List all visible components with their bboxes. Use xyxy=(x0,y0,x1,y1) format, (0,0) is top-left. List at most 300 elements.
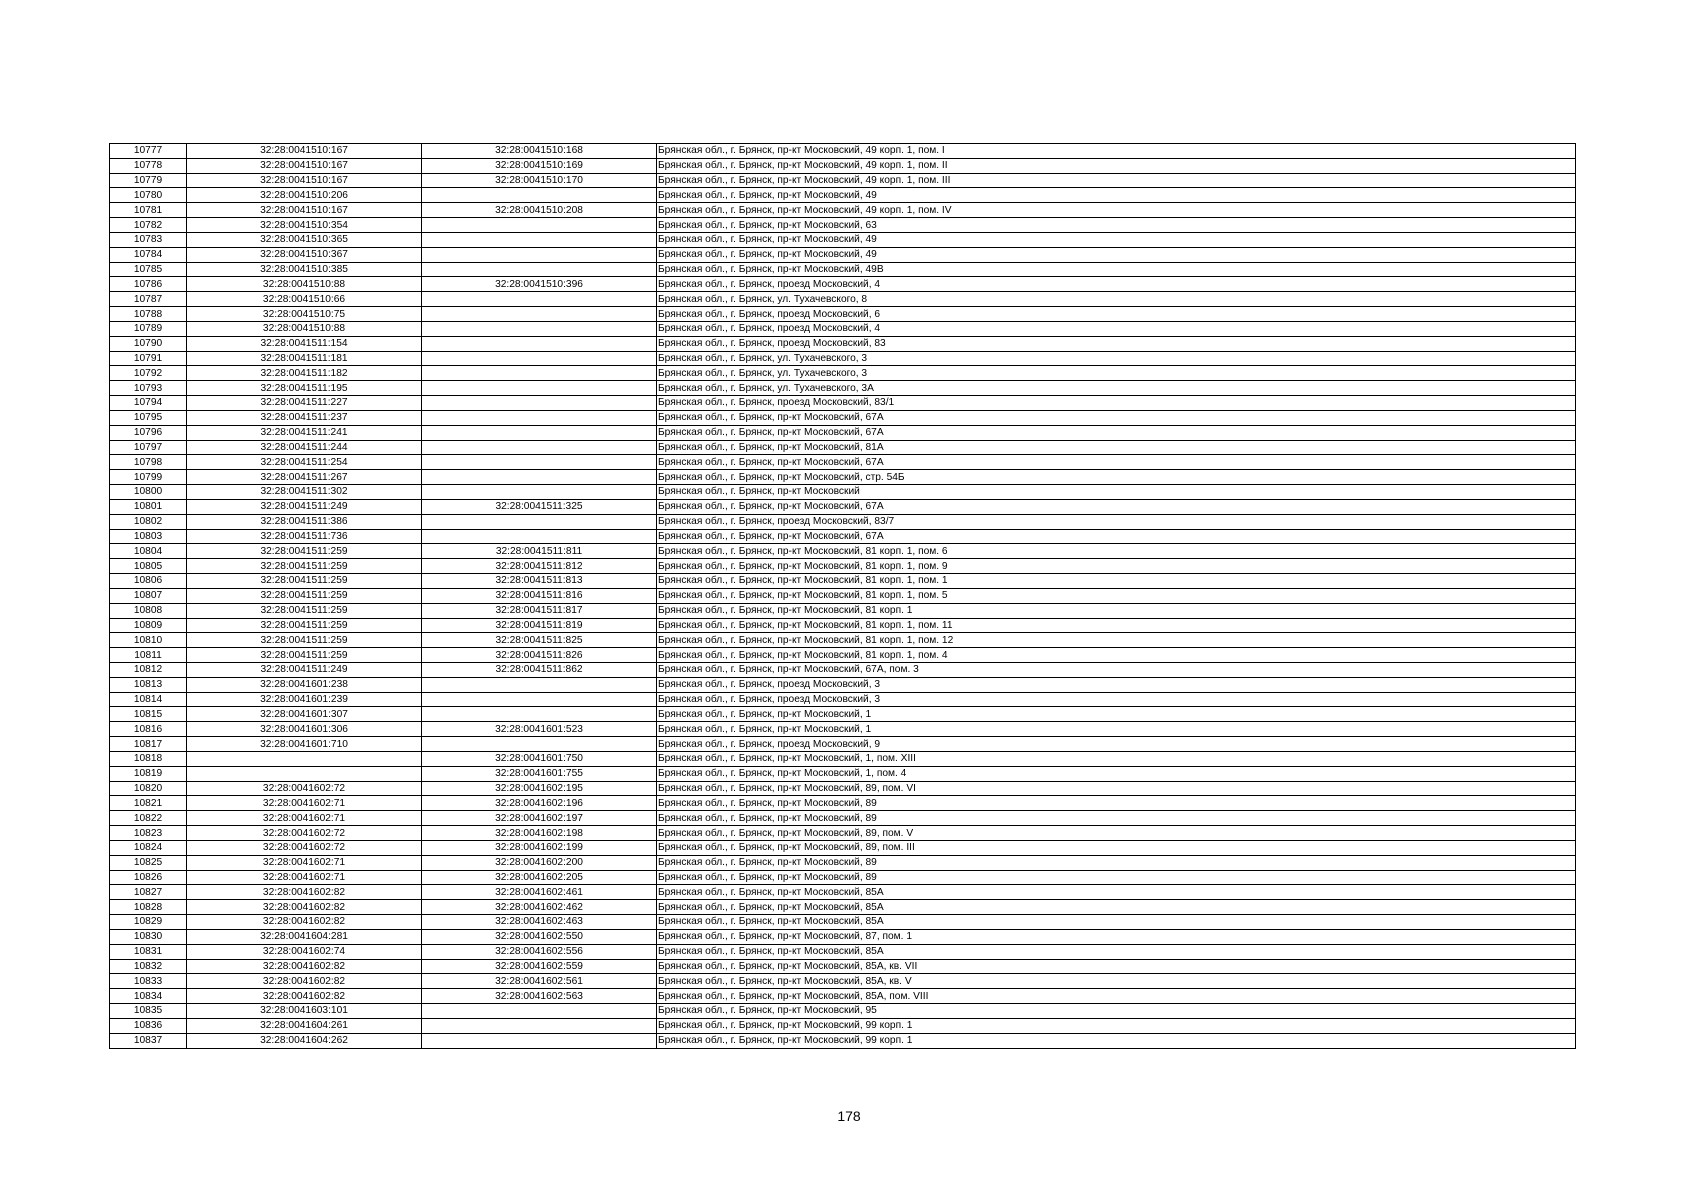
cell-address: Брянская обл., г. Брянск, пр-кт Московский, 81 корп. 1, пом. 1 xyxy=(657,574,1576,589)
cell-parcel-cadastral-number: 32:28:0041601:710 xyxy=(187,737,422,752)
cell-parcel-cadastral-number: 32:28:0041602:71 xyxy=(187,855,422,870)
table-row xyxy=(110,826,1576,841)
cell-object-cadastral-number xyxy=(422,470,657,485)
cell-parcel-cadastral-number: 32:28:0041602:82 xyxy=(187,900,422,915)
cell-parcel-cadastral-number: 32:28:0041510:75 xyxy=(187,307,422,322)
cell-object-cadastral-number xyxy=(422,455,657,470)
cell-object-cadastral-number xyxy=(422,707,657,722)
table-row xyxy=(110,588,1576,603)
table-row xyxy=(110,870,1576,885)
cell-parcel-cadastral-number: 32:28:0041511:237 xyxy=(187,410,422,425)
cell-object-cadastral-number: 32:28:0041601:523 xyxy=(422,722,657,737)
cell-address: Брянская обл., г. Брянск, пр-кт Московский, 1, пом. 4 xyxy=(657,766,1576,781)
cell-parcel-cadastral-number: 32:28:0041602:71 xyxy=(187,870,422,885)
cell-address: Брянская обл., г. Брянск, пр-кт Московский, 95 xyxy=(657,1004,1576,1019)
cell-row-number: 10791 xyxy=(110,351,187,366)
cell-parcel-cadastral-number: 32:28:0041511:249 xyxy=(187,499,422,514)
cell-address: Брянская обл., г. Брянск, пр-кт Московский, 85А xyxy=(657,944,1576,959)
cell-parcel-cadastral-number: 32:28:0041511:259 xyxy=(187,588,422,603)
cell-row-number: 10795 xyxy=(110,410,187,425)
cell-row-number: 10814 xyxy=(110,692,187,707)
cell-object-cadastral-number: 32:28:0041602:463 xyxy=(422,915,657,930)
cell-row-number: 10809 xyxy=(110,618,187,633)
table-row xyxy=(110,396,1576,411)
table-row xyxy=(110,811,1576,826)
cell-row-number: 10804 xyxy=(110,544,187,559)
cell-object-cadastral-number: 32:28:0041511:325 xyxy=(422,499,657,514)
cell-address: Брянская обл., г. Брянск, пр-кт Московский, 49 корп. 1, пом. III xyxy=(657,173,1576,188)
cell-row-number: 10785 xyxy=(110,262,187,277)
cell-address: Брянская обл., г. Брянск, пр-кт Московский, 1, пом. XIII xyxy=(657,751,1576,766)
cell-object-cadastral-number: 32:28:0041511:811 xyxy=(422,544,657,559)
cell-object-cadastral-number: 32:28:0041602:563 xyxy=(422,989,657,1004)
cell-object-cadastral-number xyxy=(422,1004,657,1019)
cell-row-number: 10799 xyxy=(110,470,187,485)
table-row xyxy=(110,336,1576,351)
table-row xyxy=(110,751,1576,766)
cell-address: Брянская обл., г. Брянск, пр-кт Московский, стр. 54Б xyxy=(657,470,1576,485)
cell-address: Брянская обл., г. Брянск, пр-кт Московский, 99 корп. 1 xyxy=(657,1018,1576,1033)
table-row xyxy=(110,648,1576,663)
cell-row-number: 10817 xyxy=(110,737,187,752)
table-row xyxy=(110,203,1576,218)
cell-row-number: 10796 xyxy=(110,425,187,440)
table-row xyxy=(110,440,1576,455)
cell-object-cadastral-number xyxy=(422,336,657,351)
cell-address: Брянская обл., г. Брянск, пр-кт Московский, 89 xyxy=(657,855,1576,870)
table-row xyxy=(110,410,1576,425)
cell-object-cadastral-number: 32:28:0041602:200 xyxy=(422,855,657,870)
cell-parcel-cadastral-number: 32:28:0041511:259 xyxy=(187,633,422,648)
cell-object-cadastral-number: 32:28:0041511:862 xyxy=(422,662,657,677)
cell-row-number: 10784 xyxy=(110,247,187,262)
cell-parcel-cadastral-number: 32:28:0041511:249 xyxy=(187,662,422,677)
cell-object-cadastral-number xyxy=(422,307,657,322)
cell-parcel-cadastral-number: 32:28:0041602:82 xyxy=(187,915,422,930)
cell-row-number: 10837 xyxy=(110,1033,187,1048)
table-row xyxy=(110,944,1576,959)
cell-parcel-cadastral-number: 32:28:0041601:238 xyxy=(187,677,422,692)
cell-address: Брянская обл., г. Брянск, проезд Московский, 6 xyxy=(657,307,1576,322)
cell-row-number: 10790 xyxy=(110,336,187,351)
cell-parcel-cadastral-number: 32:28:0041601:307 xyxy=(187,707,422,722)
table-row xyxy=(110,722,1576,737)
cell-row-number: 10832 xyxy=(110,959,187,974)
cell-object-cadastral-number xyxy=(422,440,657,455)
cell-object-cadastral-number xyxy=(422,218,657,233)
cell-address: Брянская обл., г. Брянск, пр-кт Московский, 81 корп. 1, пом. 9 xyxy=(657,559,1576,574)
table-row xyxy=(110,855,1576,870)
table-row xyxy=(110,915,1576,930)
cell-row-number: 10802 xyxy=(110,514,187,529)
cell-object-cadastral-number: 32:28:0041510:208 xyxy=(422,203,657,218)
table-row xyxy=(110,974,1576,989)
table-row xyxy=(110,1018,1576,1033)
cell-object-cadastral-number: 32:28:0041602:461 xyxy=(422,885,657,900)
cell-address: Брянская обл., г. Брянск, пр-кт Московский, 67А xyxy=(657,499,1576,514)
table-row xyxy=(110,959,1576,974)
cell-parcel-cadastral-number: 32:28:0041510:385 xyxy=(187,262,422,277)
table-row xyxy=(110,677,1576,692)
table-row xyxy=(110,692,1576,707)
cell-address: Брянская обл., г. Брянск, ул. Тухачевского, 8 xyxy=(657,292,1576,307)
cell-address: Брянская обл., г. Брянск, проезд Московский, 9 xyxy=(657,737,1576,752)
cell-object-cadastral-number: 32:28:0041511:825 xyxy=(422,633,657,648)
cell-row-number: 10806 xyxy=(110,574,187,589)
cell-object-cadastral-number xyxy=(422,737,657,752)
cell-parcel-cadastral-number: 32:28:0041511:241 xyxy=(187,425,422,440)
cell-object-cadastral-number xyxy=(422,351,657,366)
cell-parcel-cadastral-number: 32:28:0041602:82 xyxy=(187,959,422,974)
cell-object-cadastral-number xyxy=(422,247,657,262)
table-row xyxy=(110,366,1576,381)
cell-parcel-cadastral-number: 32:28:0041511:181 xyxy=(187,351,422,366)
cell-row-number: 10794 xyxy=(110,396,187,411)
cell-object-cadastral-number xyxy=(422,410,657,425)
cell-address: Брянская обл., г. Брянск, пр-кт Московский, 89 xyxy=(657,796,1576,811)
cell-address: Брянская обл., г. Брянск, пр-кт Московский, 81 корп. 1, пом. 5 xyxy=(657,588,1576,603)
cell-parcel-cadastral-number: 32:28:0041511:259 xyxy=(187,648,422,663)
table-row xyxy=(110,766,1576,781)
cell-address: Брянская обл., г. Брянск, пр-кт Московский, 1 xyxy=(657,707,1576,722)
cell-parcel-cadastral-number: 32:28:0041510:167 xyxy=(187,158,422,173)
cell-row-number: 10803 xyxy=(110,529,187,544)
cell-object-cadastral-number: 32:28:0041511:819 xyxy=(422,618,657,633)
cell-object-cadastral-number: 32:28:0041602:199 xyxy=(422,840,657,855)
table-row xyxy=(110,425,1576,440)
cell-object-cadastral-number xyxy=(422,366,657,381)
cell-row-number: 10805 xyxy=(110,559,187,574)
cell-parcel-cadastral-number: 32:28:0041511:244 xyxy=(187,440,422,455)
table-row xyxy=(110,514,1576,529)
cell-address: Брянская обл., г. Брянск, пр-кт Московский, 67А xyxy=(657,455,1576,470)
table-row xyxy=(110,989,1576,1004)
cell-parcel-cadastral-number: 32:28:0041602:82 xyxy=(187,974,422,989)
table-row xyxy=(110,840,1576,855)
cell-object-cadastral-number: 32:28:0041602:205 xyxy=(422,870,657,885)
cell-parcel-cadastral-number: 32:28:0041510:66 xyxy=(187,292,422,307)
table-row xyxy=(110,618,1576,633)
cell-parcel-cadastral-number: 32:28:0041602:71 xyxy=(187,811,422,826)
cell-address: Брянская обл., г. Брянск, проезд Московский, 83/7 xyxy=(657,514,1576,529)
table-row xyxy=(110,321,1576,336)
cell-object-cadastral-number xyxy=(422,485,657,500)
cell-row-number: 10826 xyxy=(110,870,187,885)
cell-address: Брянская обл., г. Брянск, пр-кт Московский, 81 корп. 1, пом. 11 xyxy=(657,618,1576,633)
cell-address: Брянская обл., г. Брянск, пр-кт Московский, 49 корп. 1, пом. II xyxy=(657,158,1576,173)
table-row xyxy=(110,529,1576,544)
cell-parcel-cadastral-number: 32:28:0041510:167 xyxy=(187,144,422,159)
cell-row-number: 10800 xyxy=(110,485,187,500)
cell-row-number: 10827 xyxy=(110,885,187,900)
cell-object-cadastral-number xyxy=(422,1033,657,1048)
cell-address: Брянская обл., г. Брянск, пр-кт Московский, 67А xyxy=(657,529,1576,544)
cell-parcel-cadastral-number: 32:28:0041511:259 xyxy=(187,618,422,633)
cell-parcel-cadastral-number: 32:28:0041602:72 xyxy=(187,840,422,855)
cell-parcel-cadastral-number: 32:28:0041511:195 xyxy=(187,381,422,396)
cell-parcel-cadastral-number: 32:28:0041602:82 xyxy=(187,989,422,1004)
cell-row-number: 10828 xyxy=(110,900,187,915)
table-row xyxy=(110,929,1576,944)
cell-row-number: 10797 xyxy=(110,440,187,455)
cell-parcel-cadastral-number: 32:28:0041511:302 xyxy=(187,485,422,500)
page-number: 178 xyxy=(837,1108,861,1124)
cell-address: Брянская обл., г. Брянск, пр-кт Московский, 63 xyxy=(657,218,1576,233)
cell-parcel-cadastral-number: 32:28:0041510:167 xyxy=(187,203,422,218)
cell-address: Брянская обл., г. Брянск, пр-кт Московский, 81А xyxy=(657,440,1576,455)
cell-row-number: 10786 xyxy=(110,277,187,292)
table-row xyxy=(110,485,1576,500)
cell-object-cadastral-number xyxy=(422,425,657,440)
cell-address: Брянская обл., г. Брянск, пр-кт Московский, 81 корп. 1, пом. 12 xyxy=(657,633,1576,648)
cell-parcel-cadastral-number: 32:28:0041510:88 xyxy=(187,321,422,336)
cell-object-cadastral-number: 32:28:0041602:462 xyxy=(422,900,657,915)
cell-parcel-cadastral-number: 32:28:0041602:82 xyxy=(187,885,422,900)
cell-address: Брянская обл., г. Брянск, пр-кт Московский, 49В xyxy=(657,262,1576,277)
cell-address: Брянская обл., г. Брянск, пр-кт Московский, 99 корп. 1 xyxy=(657,1033,1576,1048)
table-body xyxy=(110,144,1576,1049)
cell-object-cadastral-number: 32:28:0041602:197 xyxy=(422,811,657,826)
cadastral-table xyxy=(109,143,1576,1049)
cell-parcel-cadastral-number: 32:28:0041510:365 xyxy=(187,232,422,247)
cell-object-cadastral-number: 32:28:0041602:559 xyxy=(422,959,657,974)
table-row xyxy=(110,292,1576,307)
cell-object-cadastral-number xyxy=(422,188,657,203)
cell-row-number: 10788 xyxy=(110,307,187,322)
table-row xyxy=(110,737,1576,752)
cell-row-number: 10823 xyxy=(110,826,187,841)
cell-object-cadastral-number: 32:28:0041602:195 xyxy=(422,781,657,796)
cell-object-cadastral-number: 32:28:0041511:816 xyxy=(422,588,657,603)
table-row xyxy=(110,262,1576,277)
cell-address: Брянская обл., г. Брянск, пр-кт Московский, 49 xyxy=(657,188,1576,203)
cell-parcel-cadastral-number: 32:28:0041602:74 xyxy=(187,944,422,959)
cell-parcel-cadastral-number: 32:28:0041511:154 xyxy=(187,336,422,351)
cell-parcel-cadastral-number: 32:28:0041601:306 xyxy=(187,722,422,737)
cell-parcel-cadastral-number: 32:28:0041511:736 xyxy=(187,529,422,544)
cell-row-number: 10822 xyxy=(110,811,187,826)
cell-parcel-cadastral-number: 32:28:0041602:71 xyxy=(187,796,422,811)
cell-address: Брянская обл., г. Брянск, пр-кт Московский, 67А xyxy=(657,410,1576,425)
cell-row-number: 10831 xyxy=(110,944,187,959)
cell-object-cadastral-number xyxy=(422,321,657,336)
cell-parcel-cadastral-number: 32:28:0041603:101 xyxy=(187,1004,422,1019)
cell-object-cadastral-number xyxy=(422,232,657,247)
cell-row-number: 10813 xyxy=(110,677,187,692)
cell-row-number: 10830 xyxy=(110,929,187,944)
cell-object-cadastral-number xyxy=(422,381,657,396)
cell-object-cadastral-number: 32:28:0041511:813 xyxy=(422,574,657,589)
cell-parcel-cadastral-number: 32:28:0041510:206 xyxy=(187,188,422,203)
cell-address: Брянская обл., г. Брянск, проезд Московский, 4 xyxy=(657,277,1576,292)
table-row xyxy=(110,796,1576,811)
table-row xyxy=(110,455,1576,470)
cell-row-number: 10807 xyxy=(110,588,187,603)
cell-parcel-cadastral-number: 32:28:0041604:261 xyxy=(187,1018,422,1033)
cell-parcel-cadastral-number: 32:28:0041511:259 xyxy=(187,603,422,618)
cell-object-cadastral-number xyxy=(422,677,657,692)
cell-object-cadastral-number: 32:28:0041510:169 xyxy=(422,158,657,173)
cell-row-number: 10793 xyxy=(110,381,187,396)
cell-address: Брянская обл., г. Брянск, проезд Московский, 3 xyxy=(657,692,1576,707)
cell-address: Брянская обл., г. Брянск, проезд Московский, 83 xyxy=(657,336,1576,351)
cell-row-number: 10783 xyxy=(110,232,187,247)
cell-object-cadastral-number xyxy=(422,262,657,277)
cell-row-number: 10792 xyxy=(110,366,187,381)
cell-address: Брянская обл., г. Брянск, пр-кт Московский, 89, пом. VI xyxy=(657,781,1576,796)
cell-row-number: 10782 xyxy=(110,218,187,233)
cell-address: Брянская обл., г. Брянск, пр-кт Московский, 81 корп. 1 xyxy=(657,603,1576,618)
cell-address: Брянская обл., г. Брянск, пр-кт Московский, 85А, кв. V xyxy=(657,974,1576,989)
cell-object-cadastral-number xyxy=(422,692,657,707)
table-row xyxy=(110,499,1576,514)
cell-address: Брянская обл., г. Брянск, пр-кт Московский, 49 корп. 1, пом. IV xyxy=(657,203,1576,218)
cell-object-cadastral-number xyxy=(422,396,657,411)
cell-row-number: 10798 xyxy=(110,455,187,470)
cell-row-number: 10825 xyxy=(110,855,187,870)
table-row xyxy=(110,470,1576,485)
table-row xyxy=(110,885,1576,900)
cell-object-cadastral-number: 32:28:0041602:556 xyxy=(422,944,657,959)
table-row xyxy=(110,232,1576,247)
cell-address: Брянская обл., г. Брянск, ул. Тухачевского, 3 xyxy=(657,366,1576,381)
cell-parcel-cadastral-number: 32:28:0041510:88 xyxy=(187,277,422,292)
table-row xyxy=(110,633,1576,648)
cell-row-number: 10777 xyxy=(110,144,187,159)
cell-object-cadastral-number: 32:28:0041602:561 xyxy=(422,974,657,989)
cell-parcel-cadastral-number: 32:28:0041604:262 xyxy=(187,1033,422,1048)
cell-address: Брянская обл., г. Брянск, проезд Московский, 3 xyxy=(657,677,1576,692)
cell-address: Брянская обл., г. Брянск, пр-кт Московский, 85А xyxy=(657,900,1576,915)
cell-object-cadastral-number xyxy=(422,292,657,307)
table-row xyxy=(110,173,1576,188)
cell-row-number: 10815 xyxy=(110,707,187,722)
cell-row-number: 10779 xyxy=(110,173,187,188)
cell-row-number: 10835 xyxy=(110,1004,187,1019)
cell-object-cadastral-number xyxy=(422,514,657,529)
cell-row-number: 10816 xyxy=(110,722,187,737)
cell-address: Брянская обл., г. Брянск, ул. Тухачевского, 3 xyxy=(657,351,1576,366)
cell-object-cadastral-number: 32:28:0041511:812 xyxy=(422,559,657,574)
cell-parcel-cadastral-number: 32:28:0041601:239 xyxy=(187,692,422,707)
cell-address: Брянская обл., г. Брянск, пр-кт Московский, 49 корп. 1, пом. I xyxy=(657,144,1576,159)
cell-row-number: 10778 xyxy=(110,158,187,173)
cell-row-number: 10833 xyxy=(110,974,187,989)
cell-row-number: 10829 xyxy=(110,915,187,930)
cell-parcel-cadastral-number: 32:28:0041511:254 xyxy=(187,455,422,470)
cell-address: Брянская обл., г. Брянск, пр-кт Московский, 67А, пом. 3 xyxy=(657,662,1576,677)
cell-row-number: 10801 xyxy=(110,499,187,514)
cell-row-number: 10836 xyxy=(110,1018,187,1033)
table-row xyxy=(110,381,1576,396)
cell-address: Брянская обл., г. Брянск, пр-кт Московский, 89, пом. V xyxy=(657,826,1576,841)
cell-parcel-cadastral-number: 32:28:0041511:259 xyxy=(187,544,422,559)
table-row xyxy=(110,603,1576,618)
table-row xyxy=(110,277,1576,292)
cell-address: Брянская обл., г. Брянск, пр-кт Московский, 81 корп. 1, пом. 4 xyxy=(657,648,1576,663)
cell-address: Брянская обл., г. Брянск, пр-кт Московский, 1 xyxy=(657,722,1576,737)
cell-object-cadastral-number: 32:28:0041602:550 xyxy=(422,929,657,944)
cell-address: Брянская обл., г. Брянск, пр-кт Московский, 87, пом. 1 xyxy=(657,929,1576,944)
cell-address: Брянская обл., г. Брянск, пр-кт Московский xyxy=(657,485,1576,500)
table-row xyxy=(110,900,1576,915)
table-row xyxy=(110,781,1576,796)
cell-parcel-cadastral-number: 32:28:0041510:167 xyxy=(187,173,422,188)
cell-parcel-cadastral-number xyxy=(187,751,422,766)
cell-object-cadastral-number: 32:28:0041602:196 xyxy=(422,796,657,811)
table-row xyxy=(110,144,1576,159)
table-row xyxy=(110,307,1576,322)
cell-object-cadastral-number: 32:28:0041510:396 xyxy=(422,277,657,292)
cell-row-number: 10808 xyxy=(110,603,187,618)
cell-row-number: 10810 xyxy=(110,633,187,648)
cell-parcel-cadastral-number xyxy=(187,766,422,781)
cell-object-cadastral-number: 32:28:0041601:750 xyxy=(422,751,657,766)
cell-address: Брянская обл., г. Брянск, ул. Тухачевского, 3А xyxy=(657,381,1576,396)
cell-address: Брянская обл., г. Брянск, пр-кт Московский, 49 xyxy=(657,232,1576,247)
cell-row-number: 10819 xyxy=(110,766,187,781)
table-row xyxy=(110,1033,1576,1048)
cell-row-number: 10811 xyxy=(110,648,187,663)
table-row xyxy=(110,188,1576,203)
cell-parcel-cadastral-number: 32:28:0041511:259 xyxy=(187,559,422,574)
cell-address: Брянская обл., г. Брянск, проезд Московский, 83/1 xyxy=(657,396,1576,411)
cell-object-cadastral-number: 32:28:0041602:198 xyxy=(422,826,657,841)
cell-parcel-cadastral-number: 32:28:0041604:281 xyxy=(187,929,422,944)
cell-address: Брянская обл., г. Брянск, проезд Московский, 4 xyxy=(657,321,1576,336)
cell-parcel-cadastral-number: 32:28:0041511:267 xyxy=(187,470,422,485)
cell-address: Брянская обл., г. Брянск, пр-кт Московский, 81 корп. 1, пом. 6 xyxy=(657,544,1576,559)
cell-address: Брянская обл., г. Брянск, пр-кт Московский, 85А, пом. VIII xyxy=(657,989,1576,1004)
cell-address: Брянская обл., г. Брянск, пр-кт Московский, 85А xyxy=(657,885,1576,900)
table-row xyxy=(110,544,1576,559)
cell-parcel-cadastral-number: 32:28:0041602:72 xyxy=(187,826,422,841)
cell-object-cadastral-number xyxy=(422,529,657,544)
cell-row-number: 10780 xyxy=(110,188,187,203)
cell-row-number: 10821 xyxy=(110,796,187,811)
cell-row-number: 10812 xyxy=(110,662,187,677)
table-row xyxy=(110,662,1576,677)
table-row xyxy=(110,707,1576,722)
cell-parcel-cadastral-number: 32:28:0041511:227 xyxy=(187,396,422,411)
cell-parcel-cadastral-number: 32:28:0041510:354 xyxy=(187,218,422,233)
cell-row-number: 10789 xyxy=(110,321,187,336)
table-row xyxy=(110,1004,1576,1019)
cell-parcel-cadastral-number: 32:28:0041602:72 xyxy=(187,781,422,796)
cell-row-number: 10820 xyxy=(110,781,187,796)
cell-row-number: 10781 xyxy=(110,203,187,218)
cell-address: Брянская обл., г. Брянск, пр-кт Московский, 85А xyxy=(657,915,1576,930)
cell-parcel-cadastral-number: 32:28:0041511:386 xyxy=(187,514,422,529)
table-row xyxy=(110,218,1576,233)
cell-address: Брянская обл., г. Брянск, пр-кт Московский, 49 xyxy=(657,247,1576,262)
cell-address: Брянская обл., г. Брянск, пр-кт Московский, 89 xyxy=(657,870,1576,885)
cell-object-cadastral-number: 32:28:0041510:168 xyxy=(422,144,657,159)
cell-object-cadastral-number: 32:28:0041510:170 xyxy=(422,173,657,188)
cell-parcel-cadastral-number: 32:28:0041510:367 xyxy=(187,247,422,262)
cell-parcel-cadastral-number: 32:28:0041511:259 xyxy=(187,574,422,589)
table-row xyxy=(110,247,1576,262)
table-row xyxy=(110,559,1576,574)
cell-object-cadastral-number: 32:28:0041511:826 xyxy=(422,648,657,663)
cell-address: Брянская обл., г. Брянск, пр-кт Московский, 85А, кв. VII xyxy=(657,959,1576,974)
cell-row-number: 10834 xyxy=(110,989,187,1004)
cell-object-cadastral-number: 32:28:0041601:755 xyxy=(422,766,657,781)
table-row xyxy=(110,351,1576,366)
cell-address: Брянская обл., г. Брянск, пр-кт Московский, 89, пом. III xyxy=(657,840,1576,855)
table-row xyxy=(110,158,1576,173)
cell-row-number: 10824 xyxy=(110,840,187,855)
